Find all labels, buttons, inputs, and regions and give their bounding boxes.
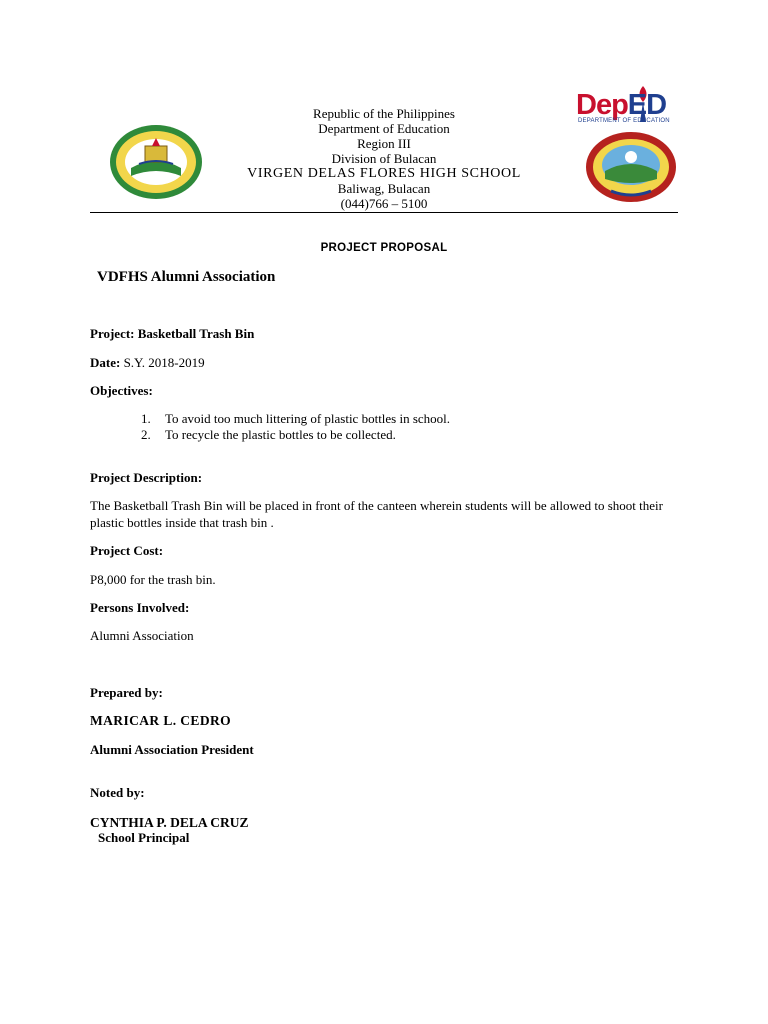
header-line-department: Department of Education (318, 121, 450, 136)
objective-item (141, 427, 681, 443)
prepared-label: Prepared by: (90, 685, 163, 700)
objective-item (141, 411, 681, 427)
objective-number: 1. (141, 411, 151, 426)
prepared-position: Alumni Association President (90, 742, 254, 757)
objective-number: 2. (141, 426, 151, 442)
persons-text: Alumni Association (90, 628, 194, 643)
school-name: VIRGEN DELAS FLORES HIGH SCHOOL (247, 166, 521, 181)
project-label: Project: (90, 326, 135, 341)
date-value: S.Y. 2018-2019 (123, 355, 205, 370)
school-address: Baliwag, Bulacan (337, 181, 431, 196)
objective-text: To avoid too much littering of plastic bottles in school. (165, 411, 451, 426)
objectives-list (141, 411, 681, 442)
date-line (90, 355, 205, 371)
header-line-division: Division of Bulacan (331, 151, 437, 166)
objectives-label: Objectives: (90, 383, 153, 398)
header-line-region: Region III (357, 136, 411, 151)
cost-text: P8,000 for the trash bin. (90, 572, 216, 587)
deped-subtitle: DEPARTMENT OF EDUCATION (578, 118, 670, 124)
noted-position: School Principal (98, 830, 190, 845)
cost-label: Project Cost: (90, 543, 164, 558)
noted-name: CYNTHIA P. DELA CRUZ (90, 815, 249, 830)
noted-label: Noted by: (90, 785, 145, 800)
school-phone: (044)766 – 5100 (340, 196, 428, 211)
document-title: PROJECT PROPOSAL (320, 242, 448, 254)
description-label: Project Description: (90, 470, 203, 485)
deped-logo (576, 86, 690, 128)
prepared-name: MARICAR L. CEDRO (90, 713, 232, 728)
objective-text: To recycle the plastic bottles to be collected. (165, 426, 396, 442)
header-divider (90, 212, 678, 213)
date-label: Date: (90, 355, 121, 370)
description-text: The Basketball Trash Bin will be placed in front of the canteen wherein students will be allowed to shoot their plastic bottles inside that trash bin . (90, 498, 663, 530)
organization-name: VDFHS Alumni Association (97, 269, 276, 285)
deped-wordmark: DepED (576, 89, 667, 121)
persons-label: Persons Involved: (90, 600, 190, 615)
project-value: Basketball Trash Bin (137, 326, 255, 341)
division-seal-logo (585, 131, 677, 203)
header-line-republic: Republic of the Philippines (313, 106, 455, 121)
project-line (90, 326, 254, 342)
